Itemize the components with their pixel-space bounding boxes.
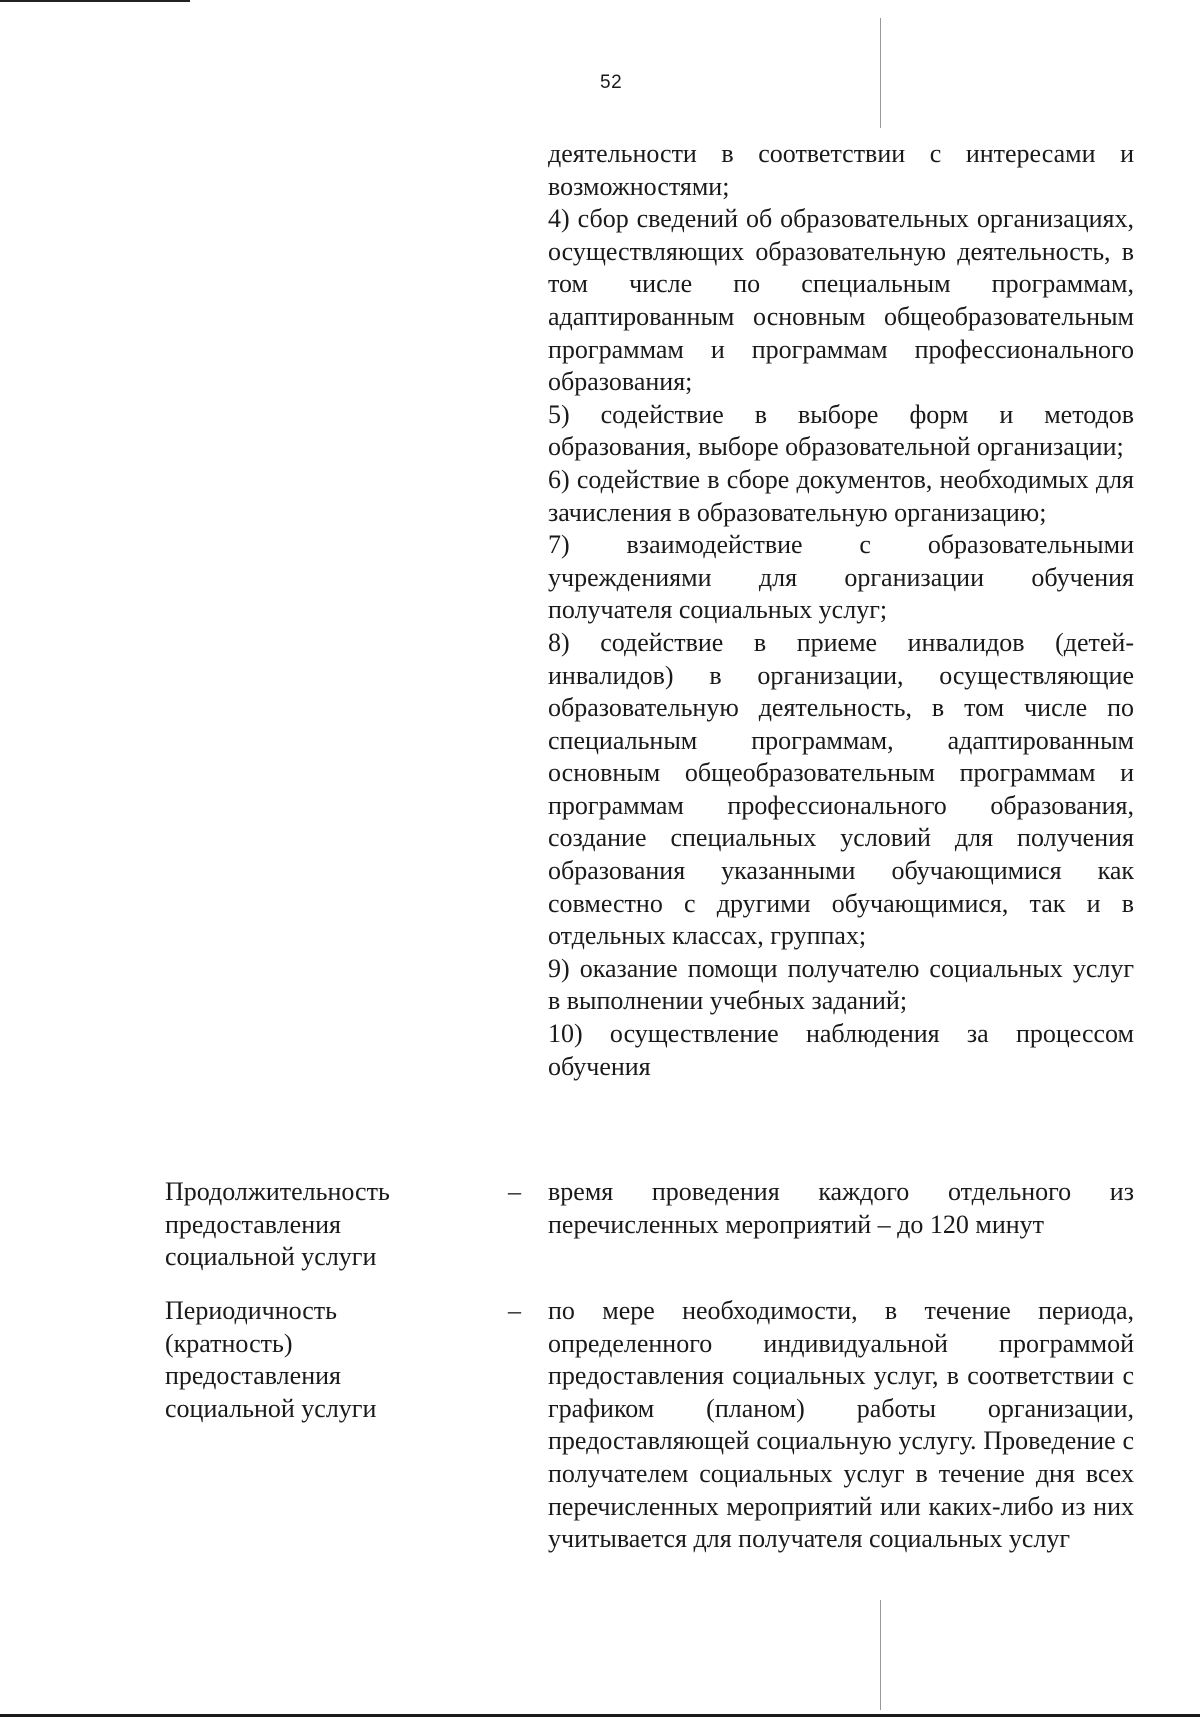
list-item: 6) содействие в сборе документов, необходимых для зачисления в образовательную организацию; xyxy=(548,464,1134,527)
duration-dash: – xyxy=(508,1177,521,1206)
duration-label: Продолжительность предоставления социальной услуги xyxy=(165,1177,390,1272)
list-item: 4) сбор сведений об образовательных организациях, осуществляющих образовательную деятельность, в том числе по специальным программам, адаптированным основным общеобразовательным программам и программам профессионального образования; xyxy=(548,204,1134,397)
periodicity-value: по мере необходимости, в течение периода, определенного индивидуальной программой предоставления социальных услуг, в соответствии с графиком (планом) работы организации, предоставляющей социальную услугу. Проведение с получателем социальных услуг в течение дня всех перечисленных мероприятий или каких-либо из них учитывается для получателя социальных услуг xyxy=(548,1296,1134,1554)
scan-artifact-line xyxy=(880,18,881,128)
periodicity-dash: – xyxy=(508,1296,521,1325)
list-item: 7) взаимодействие с образовательными учреждениями для организации обучения получателя социальных услуг; xyxy=(548,530,1134,625)
page-number: 52 xyxy=(600,72,623,93)
scan-artifact-line xyxy=(880,1600,881,1710)
service-measures-list xyxy=(548,138,1134,1083)
top-edge-line xyxy=(0,0,190,2)
periodicity-label: Периодичность (кратность) предоставления социальной услуги xyxy=(165,1296,377,1423)
list-item: 9) оказание помощи получателю социальных услуг в выполнении учебных заданий; xyxy=(548,953,1134,1016)
bottom-edge-line xyxy=(0,1714,1200,1717)
list-item: 5) содействие в выборе форм и методов образования, выборе образовательной организации; xyxy=(548,399,1134,462)
list-item: 8) содействие в приеме инвалидов (детей-инвалидов) в организации, осуществляющие образовательную деятельность, в том числе по специальным программам, адаптированным основным общеобразовательным программам и программам профессионального образования, создание специальных условий для получения образования указанными обучающимися как совместно с другими обучающимися, так и в отдельных классах, группах; xyxy=(548,627,1134,951)
list-item: деятельности в соответствии с интересами и возможностями; xyxy=(548,139,1134,201)
list-item: 10) осуществление наблюдения за процессом обучения xyxy=(548,1019,1134,1081)
duration-value: время проведения каждого отдельного из перечисленных мероприятий – до 120 минут xyxy=(548,1177,1134,1239)
